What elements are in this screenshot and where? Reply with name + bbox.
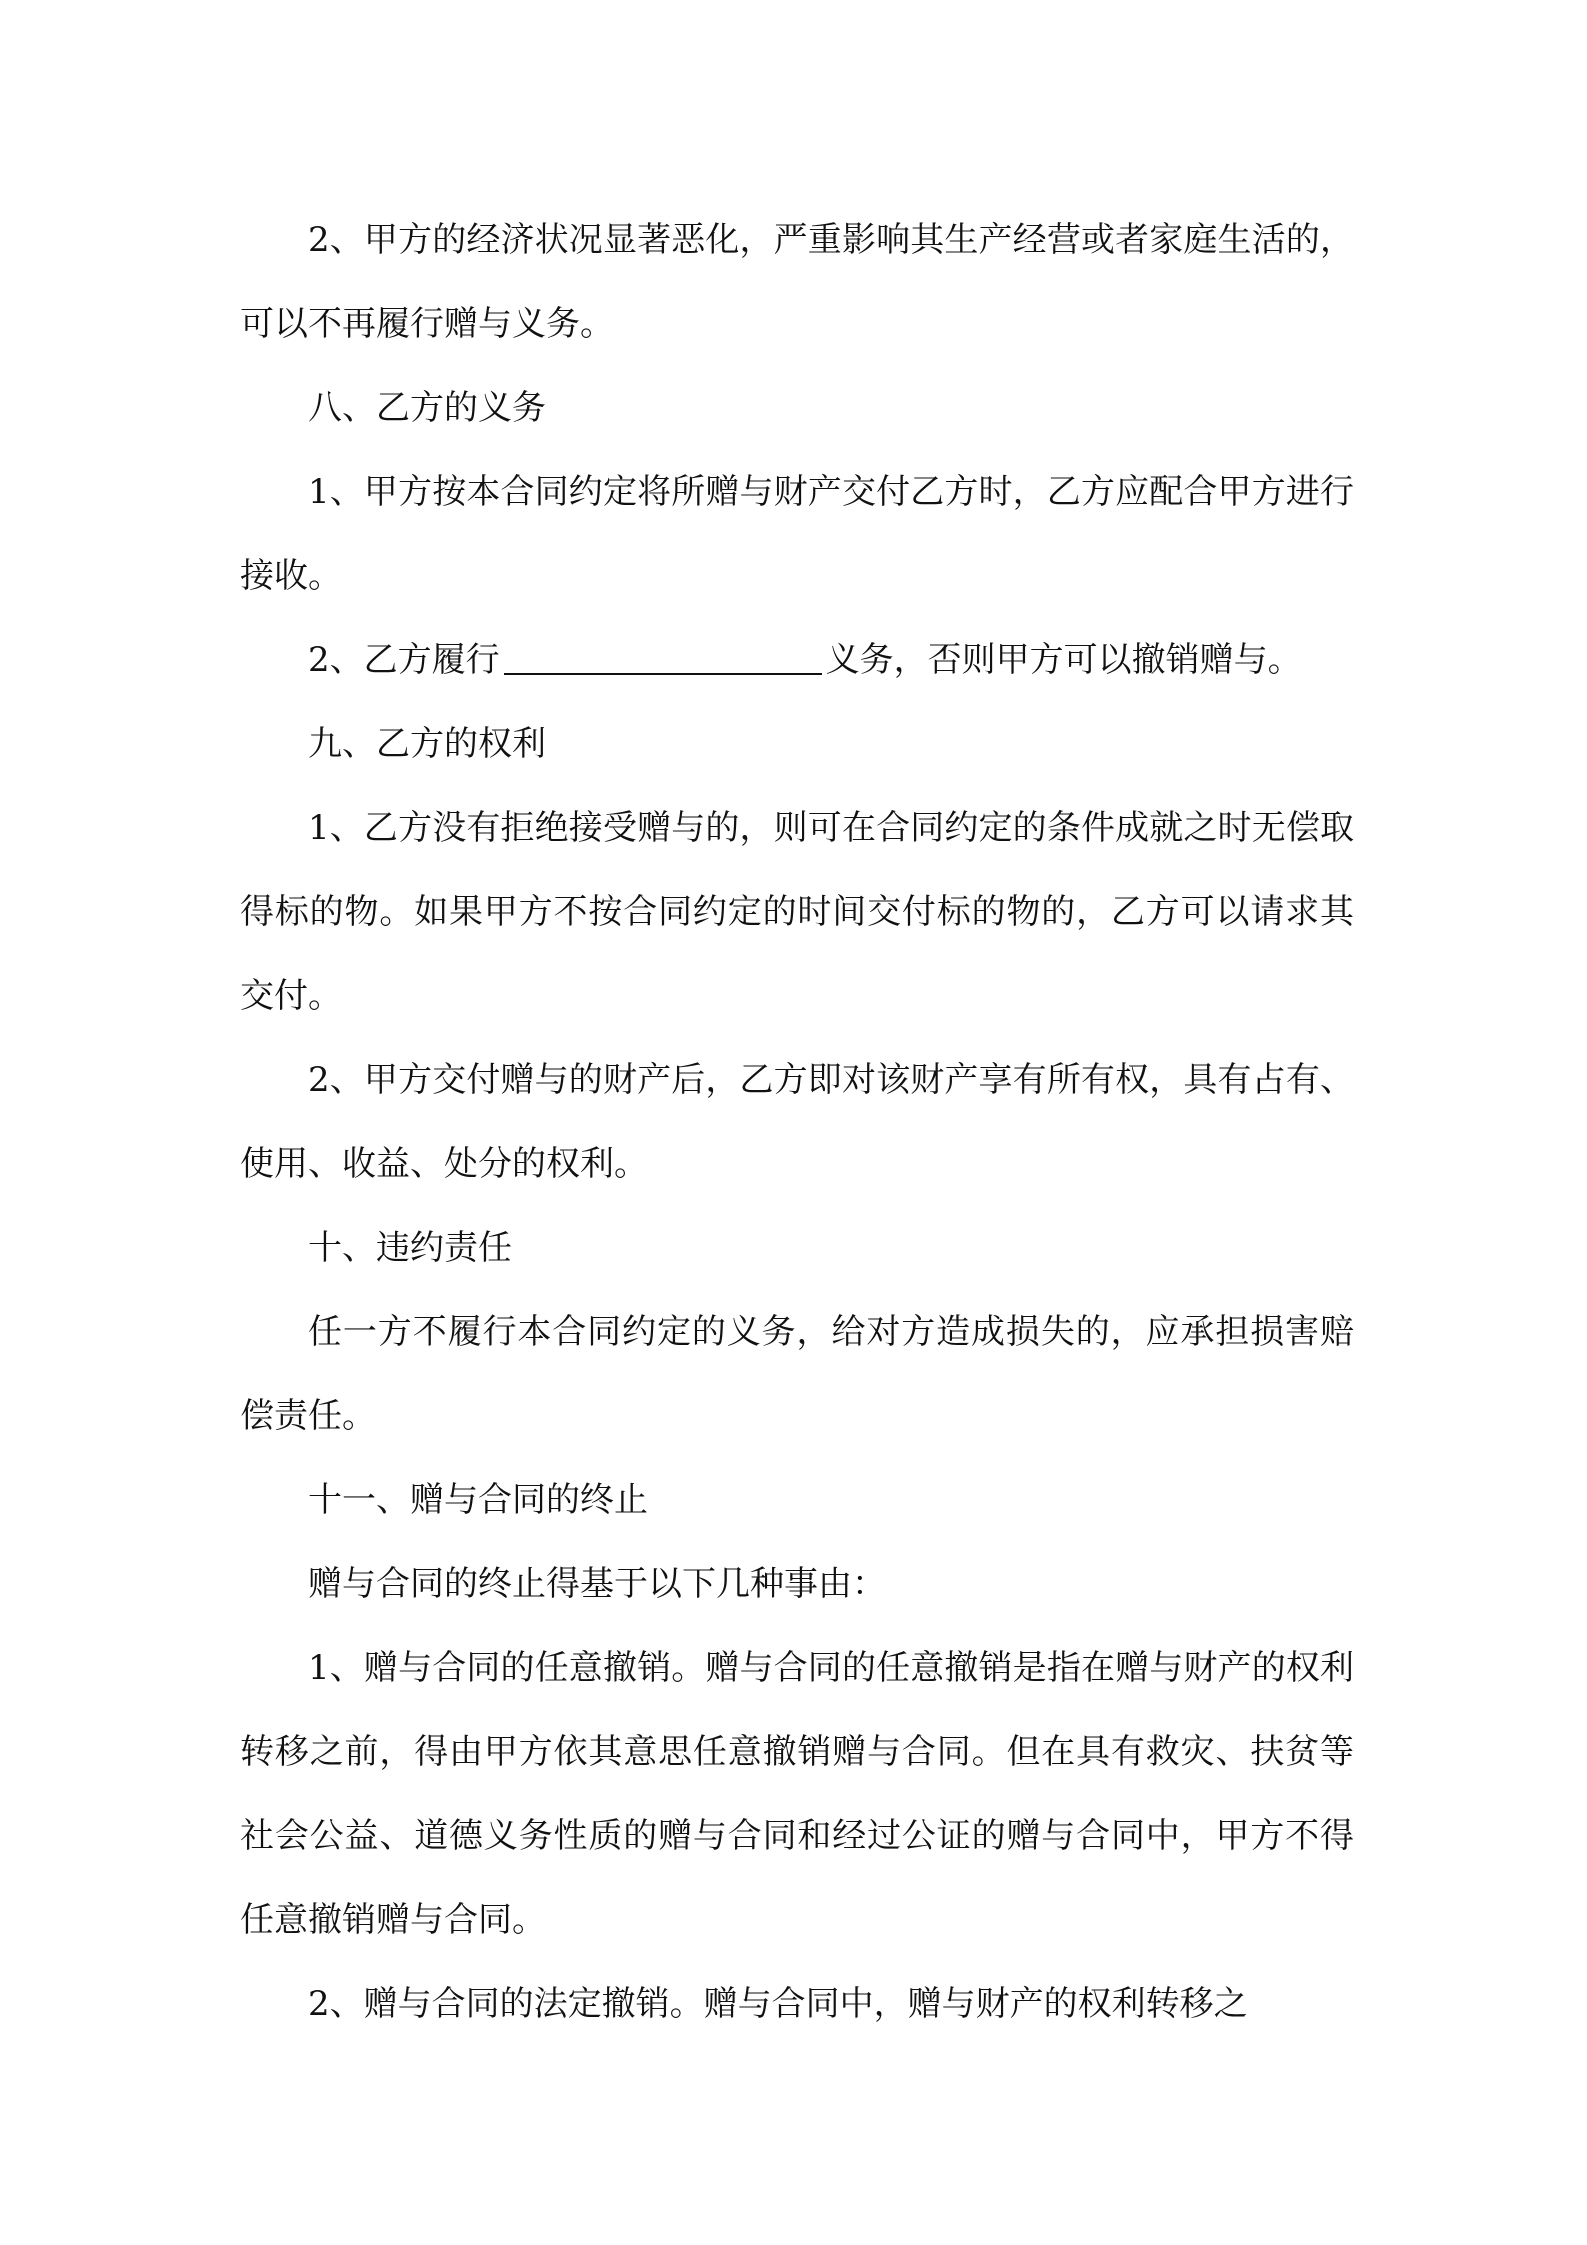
paragraph-economic-deterioration: 2、甲方的经济状况显著恶化，严重影响其生产经营或者家庭生活的，可以不再履行赠与义务。: [240, 220, 1354, 344]
paragraph-damages: 任一方不履行本合同约定的义务，给对方造成损失的，应承担损害赔偿责任。: [240, 1312, 1354, 1436]
heading-party-b-rights: 九、乙方的权利: [308, 724, 546, 764]
paragraph-ownership-rights: 2、甲方交付赠与的财产后，乙方即对该财产享有所有权，具有占有、使用、收益、处分的权利。: [240, 1060, 1354, 1184]
fulfill-obligation-suffix: 义务，否则甲方可以撤销赠与。: [825, 640, 1302, 680]
heading-contract-termination: 十一、赠与合同的终止: [308, 1480, 648, 1520]
paragraph-statutory-revocation: 2、赠与合同的法定撤销。赠与合同中，赠与财产的权利转移之: [308, 1984, 1248, 2024]
paragraph-voluntary-revocation: 1、赠与合同的任意撤销。赠与合同的任意撤销是指在赠与财产的权利转移之前，得由甲方依其意思任意撤销赠与合同。但在具有救灾、扶贫等社会公益、道德义务性质的赠与合同和经过公证的赠与合同中，甲方不得任意撤销赠与合同。: [240, 1648, 1354, 1940]
heading-breach-liability: 十、违约责任: [308, 1228, 512, 1268]
heading-party-b-obligations: 八、乙方的义务: [308, 388, 546, 428]
fulfill-obligation-prefix: 2、乙方履行: [308, 640, 500, 680]
paragraph-fulfill-obligation: [240, 618, 1354, 702]
paragraph-delivery-cooperation: 1、甲方按本合同约定将所赠与财产交付乙方时，乙方应配合甲方进行接收。: [240, 472, 1354, 596]
paragraph-acquire-subject-matter: 1、乙方没有拒绝接受赠与的，则可在合同约定的条件成就之时无偿取得标的物。如果甲方不按合同约定的时间交付标的物的，乙方可以请求其交付。: [240, 808, 1354, 1016]
document-page: [240, 198, 1354, 2046]
paragraph-termination-grounds: 赠与合同的终止得基于以下几种事由：: [308, 1564, 886, 1604]
fill-in-blank-line: [504, 672, 822, 675]
